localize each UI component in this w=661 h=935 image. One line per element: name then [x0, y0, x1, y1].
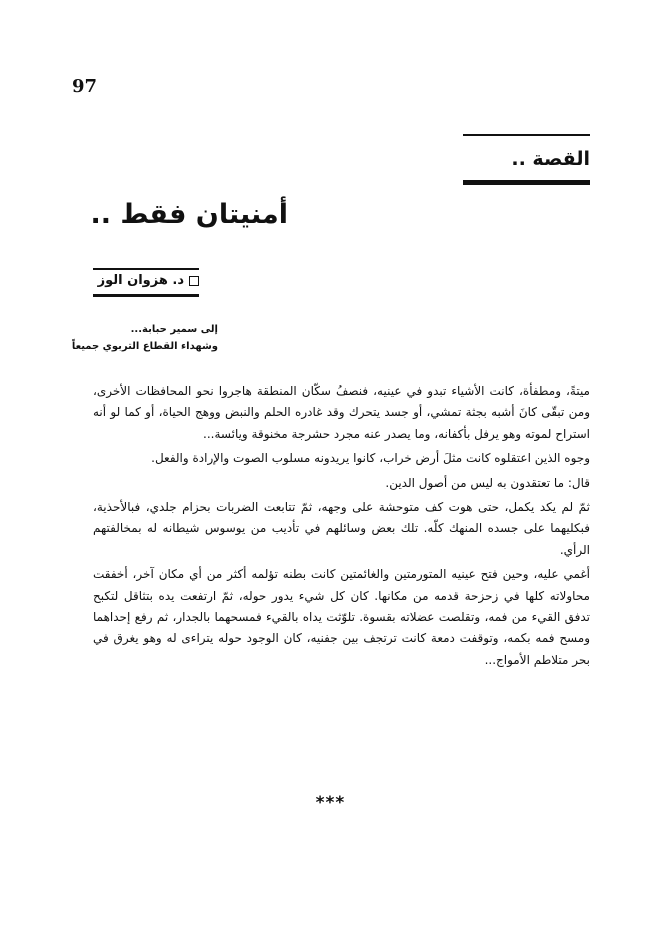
section-rule-top	[463, 134, 590, 136]
dedication-line: إلى سمير حبابة...	[130, 324, 218, 335]
story-title: أمنيتان فقط ..	[90, 199, 288, 230]
author-byline	[98, 273, 199, 288]
story-paragraph: أغمي عليه، وحين فتح عينيه المتورمتين والغائمتين كانت بطنه تؤلمه أكثر من أي مكان آخر، أخفقت محاولاته كلها في زحزحة قدمه من مكانها. كان كل شيء يدور حوله، ثمّ ارتفعت يده بتثاقل لتكبح تدفق القيء من فمه، وتقلصت عضلاته بقسوة. تلوّثت يداه بالقيء فمسحهما بالجدار، ثم رفع إحداهما ومسح فمه بكمه، وتوقفت دمعة كانت ترتجف بين جفنيه، كان الوجود حوله يتراءى له وهو يغرق في بحر متلاطم الأمواج...	[93, 567, 590, 667]
section-rule-bottom	[463, 180, 590, 185]
author-rule-top	[93, 268, 199, 270]
square-bullet-icon	[189, 276, 199, 286]
author-name: د. هزوان الوز	[97, 273, 184, 288]
story-paragraph: قال: ما تعتقدون به ليس من أصول الدين.	[385, 475, 590, 490]
dedication-line: وشهداء القطاع التربوي جميعاً	[71, 341, 218, 352]
page-number: 97	[72, 76, 98, 97]
end-mark: ***	[315, 793, 346, 813]
section-label: القصة ..	[511, 148, 590, 170]
story-paragraph: ثمّ لم يكد يكمل، حتى هوت كف متوحشة على وجهه، ثمّ تتابعت الضربات بحزام جلدي، فبالأحذية، فبكليهما على جسده المنهك كلّه. تلك بعض وسائلهم في تأديب من يوسوس شيطانه له بمخالفتهم الرأي.	[93, 500, 590, 557]
story-paragraph: ميتةً، ومطفأة، كانت الأشياء تبدو في عينيه، فنصفُ سكّان المنطقة هاجروا نحو المحافظات الأخرى، ومن تبقّى كانَ أشبه بجثة تمشي، أو جسد يتحرك وقد غادره الحلم والنبض ووهج الحياة، أو كما لو أنه استراح لموته وهو يرفل بأكفانه، وما يصدر عنه مجرد حشرجة مخنوقة ويائسة...	[93, 384, 590, 441]
dedication	[72, 321, 218, 355]
author-rule-bottom	[93, 294, 199, 297]
story-body	[93, 381, 590, 671]
story-paragraph: وجوه الذين اعتقلوه كانت مثلَ أرض خراب، كانوا يريدونه مسلوب الصوت والإرادة والفعل.	[151, 451, 590, 466]
